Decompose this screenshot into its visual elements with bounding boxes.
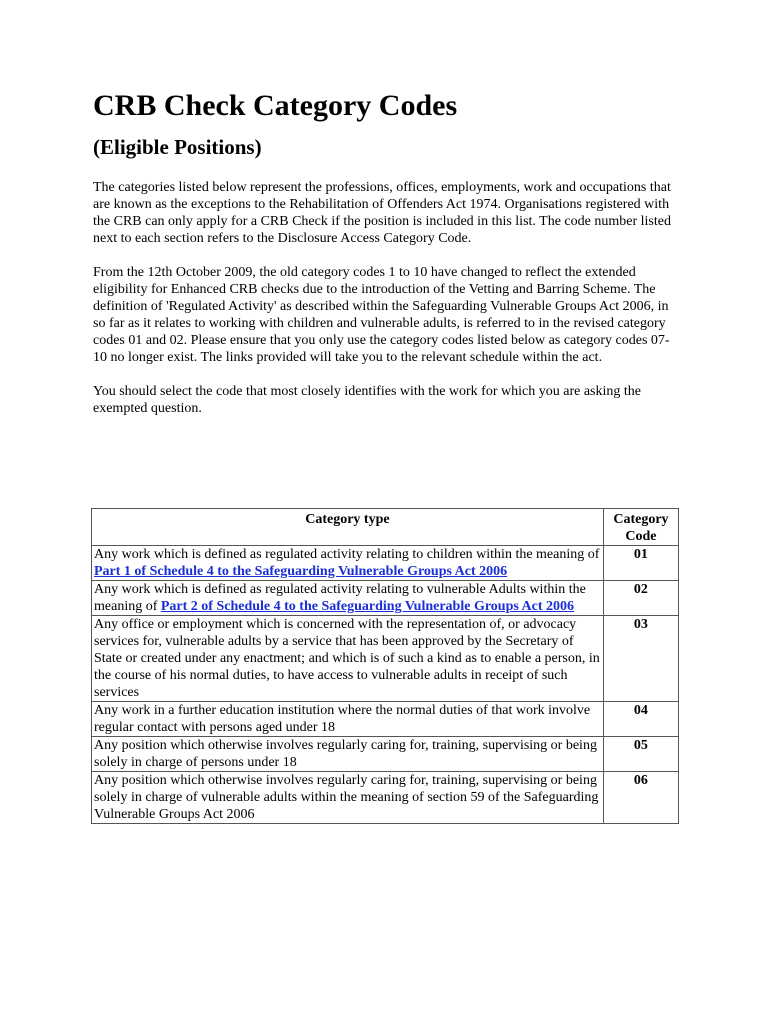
schedule-4-part-1-link[interactable]: Part 1 of Schedule 4 to the Safeguarding Vulnerable Groups Act 2006	[94, 564, 508, 579]
category-code-cell: 05	[603, 737, 678, 772]
table-row	[92, 702, 679, 737]
category-code-cell: 06	[603, 772, 678, 824]
table-row	[92, 737, 679, 772]
category-change-paragraph: From the 12th October 2009, the old category codes 1 to 10 have changed to reflect the extended eligibility for Enhanced CRB checks due to the introduction of the Vetting and Barring Scheme. The definition of 'Regulated Activity' as described within the Safeguarding Vulnerable Groups Act 2006, in so far as it relates to working with children and vulnerable adults, is referred to in the revised category codes 01 and 02. Please ensure that you only use the category codes listed below as category codes 07-10 no longer exist. The links provided will take you to the relevant schedule within the act.	[93, 265, 670, 365]
selection-guidance-paragraph: You should select the code that most closely identifies with the work for which you are asking the exempted question.	[93, 384, 641, 416]
category-code-cell: 04	[603, 702, 678, 737]
page-title: CRB Check Category Codes	[93, 89, 458, 122]
category-type-cell: Any position which otherwise involves regularly caring for, training, supervising or being solely in charge of persons under 18	[92, 737, 604, 772]
category-code-cell: 03	[603, 616, 678, 702]
category-type-cell: Any position which otherwise involves regularly caring for, training, supervising or being solely in charge of vulnerable adults within the meaning of section 59 of the Safeguarding Vulnerable Groups Act 2006	[92, 772, 604, 824]
category-description: Any work which is defined as regulated activity relating to vulnerable Adults within the meaning of	[94, 582, 586, 614]
table-row	[92, 616, 679, 702]
category-codes-table	[91, 508, 679, 824]
category-code-cell: 01	[603, 546, 678, 581]
category-type-cell: Any office or employment which is concerned with the representation of, or advocacy services for, vulnerable adults by a service that has been approved by the Secretary of State or created under any enactment; and which is of such a kind as to enable a person, in the course of his normal duties, to have access to vulnerable adults in receipt of such services	[92, 616, 604, 702]
category-code-cell: 02	[603, 581, 678, 616]
category-description: Any work which is defined as regulated activity relating to children within the meaning of	[94, 547, 600, 562]
document-page	[93, 88, 683, 417]
category-code-header: Category Code	[603, 509, 678, 546]
category-type-cell	[92, 581, 604, 616]
intro-paragraph: The categories listed below represent the professions, offices, employments, work and occupations that are known as the exceptions to the Rehabilitation of Offenders Act 1974. Organisations registered with the CRB can only apply for a CRB Check if the position is included in this list. The code number listed next to each section refers to the Disclosure Access Category Code.	[93, 180, 671, 246]
table-row	[92, 772, 679, 824]
table-row	[92, 546, 679, 581]
table-row	[92, 581, 679, 616]
category-type-cell: Any work in a further education institution where the normal duties of that work involve regular contact with persons aged under 18	[92, 702, 604, 737]
category-type-header: Category type	[92, 509, 604, 546]
table-header-row	[92, 509, 679, 546]
category-type-cell	[92, 546, 604, 581]
page-subtitle: (Eligible Positions)	[93, 135, 262, 159]
schedule-4-part-2-link[interactable]: Part 2 of Schedule 4 to the Safeguarding Vulnerable Groups Act 2006	[160, 599, 575, 614]
